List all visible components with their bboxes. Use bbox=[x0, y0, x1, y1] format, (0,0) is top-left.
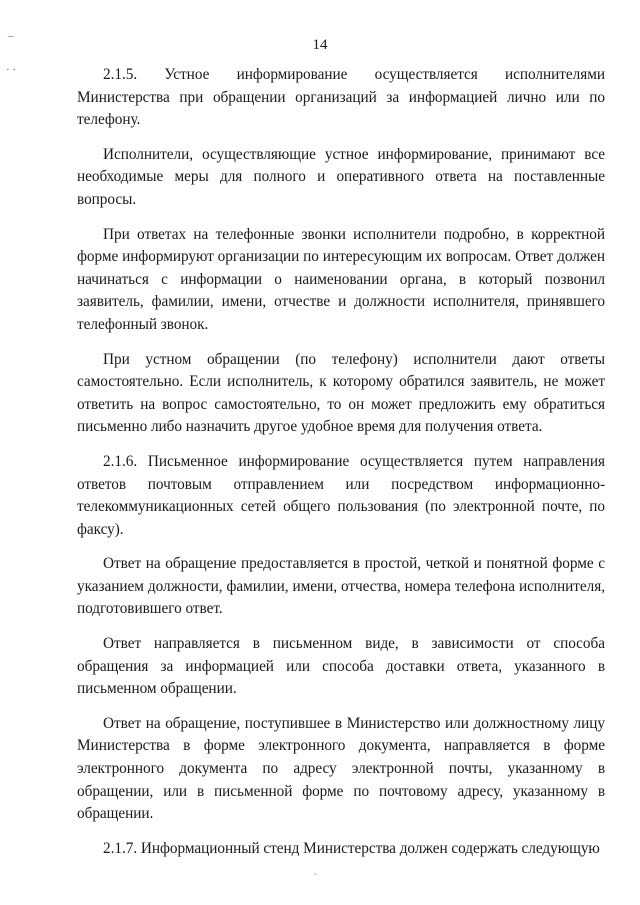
scan-mark-dots: · · bbox=[6, 64, 17, 76]
paragraph: 2.1.6. Письменное информирование осуществляется путем направления ответов почтовым отправлением или посредством информационно-телекоммуникационных сетей общего пользования (по электронной почте, по факсу). bbox=[77, 452, 605, 538]
scan-mark-bottom: ˋ bbox=[314, 872, 317, 882]
scan-mark-top: – bbox=[8, 30, 14, 42]
paragraph: При ответах на телефонные звонки исполнители подробно, в корректной форме информируют организации по интересующим их вопросам. Ответ должен начинаться с информации о наименовании органа, в который позвонил заявитель, фамилии, имени, отчестве и должности исполнителя, принявшего телефонный звонок. bbox=[77, 225, 605, 333]
page-number: 14 bbox=[312, 37, 328, 53]
paragraph: Ответ на обращение, поступившее в Министерство или должностному лицу Министерства в форме электронного документа, направляется в форме электронного документа по адресу электронной почты, указанному в обращении, или в письменной форме по почтовому адресу, указанному в обращении. bbox=[77, 714, 605, 823]
paragraph: При устном обращении (по телефону) исполнители дают ответы самостоятельно. Если исполнитель, к которому обратился заявитель, не может ответить на вопрос самостоятельно, то он может предложить ему обратиться письменно либо назначить другое удобное время для получения ответа. bbox=[77, 350, 605, 436]
paragraph: Исполнители, осуществляющие устное информирование, принимают все необходимые меры для полного и оперативного ответа на поставленные вопросы. bbox=[77, 145, 605, 208]
paragraph: 2.1.5. Устное информирование осуществляется исполнителями Министерства при обращении организаций за информацией лично или по телефону. bbox=[77, 66, 605, 129]
document-body bbox=[77, 64, 605, 860]
paragraph: Ответ направляется в письменном виде, в зависимости от способа обращения за информацией или способа доставки ответа, указанного в письменном обращении. bbox=[77, 635, 605, 698]
paragraph: 2.1.7. Информационный стенд Министерства должен содержать следующую bbox=[103, 839, 600, 857]
paragraph: Ответ на обращение предоставляется в простой, четкой и понятной форме с указанием должности, фамилии, имени, отчества, номера телефона исполнителя, подготовившего ответ. bbox=[77, 555, 605, 618]
